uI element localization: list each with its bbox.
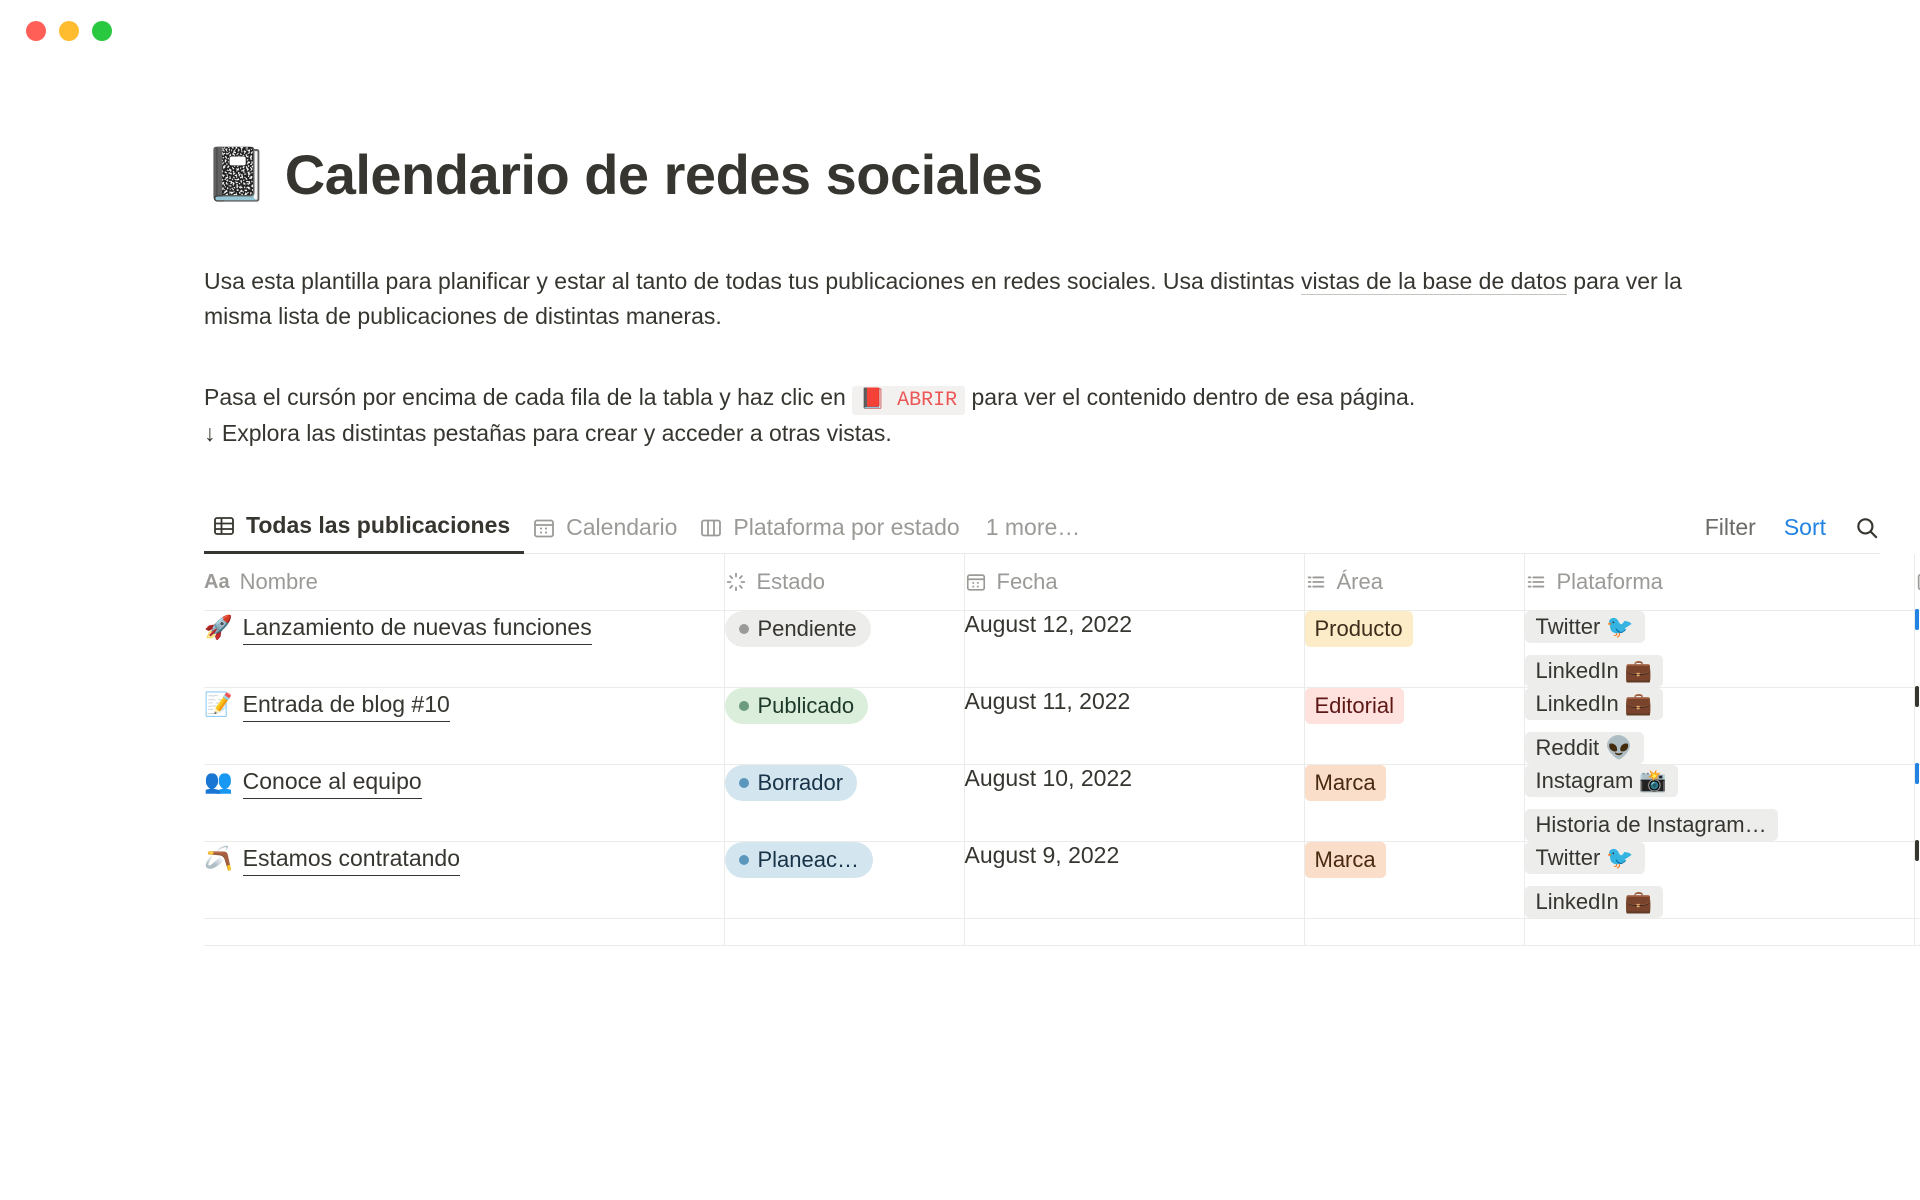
cell-nombre[interactable] [204, 765, 724, 842]
row-checkbox[interactable] [1915, 686, 1919, 707]
status-label: Borrador [757, 770, 844, 796]
cell-checkbox[interactable] [1914, 611, 1920, 688]
filter-button[interactable]: Filter [1704, 514, 1756, 541]
table-row[interactable] [204, 765, 1920, 842]
row-title-link[interactable]: Estamos contratando [243, 842, 460, 876]
date-value: August 9, 2022 [964, 842, 1120, 869]
row-title-link[interactable]: Entrada de blog #10 [243, 688, 450, 722]
table-row[interactable] [204, 688, 1920, 765]
status-icon [725, 571, 747, 593]
calendar-icon [965, 571, 987, 593]
table-row[interactable] [204, 842, 1920, 919]
cell-checkbox[interactable] [1914, 688, 1920, 765]
calendar-icon [532, 516, 556, 540]
cell-nombre[interactable] [204, 842, 724, 919]
intro-text-part2: para ver la misma lista de publicaciones de distintas maneras. [204, 267, 1682, 329]
platform-tag: LinkedIn 💼 [1525, 655, 1664, 687]
column-label: Estado [756, 569, 825, 595]
cell-plataforma[interactable] [1524, 688, 1914, 765]
cell-checkbox[interactable] [1914, 842, 1920, 919]
sort-button[interactable]: Sort [1783, 514, 1826, 541]
platform-tag: Twitter 🐦 [1525, 611, 1645, 643]
table-row[interactable] [204, 611, 1920, 688]
database-views-link[interactable]: vistas de la base de datos [1300, 267, 1567, 294]
platform-tag: Reddit 👽 [1525, 732, 1644, 764]
traffic-lights [26, 21, 112, 41]
database-view-bar [204, 499, 1880, 554]
board-icon [699, 516, 723, 540]
status-badge [725, 765, 858, 801]
column-header-checkbox[interactable] [1914, 554, 1920, 611]
platform-tag: Historia de Instagram… [1525, 809, 1778, 841]
close-window-button[interactable] [26, 21, 46, 41]
tab-label: Todas las publicaciones [246, 512, 511, 539]
search-icon[interactable] [1854, 515, 1880, 541]
table-new-row-area[interactable] [204, 919, 1920, 946]
instructions-text-part1: Pasa el cursón por encima de cada fila de la tabla y haz clic en [204, 383, 853, 410]
page-header [204, 108, 1880, 242]
page-icon-emoji[interactable]: 📓 [204, 145, 269, 204]
row-icon-emoji: 👥 [204, 768, 233, 795]
row-title-link[interactable]: Lanzamiento de nuevas funciones [243, 611, 592, 645]
date-value: August 12, 2022 [964, 611, 1133, 638]
table-body [204, 611, 1920, 946]
status-bullet [739, 624, 749, 634]
cell-area[interactable] [1304, 842, 1524, 919]
column-header-estado[interactable] [724, 554, 964, 611]
date-value: August 10, 2022 [964, 765, 1133, 792]
cell-area[interactable] [1304, 611, 1524, 688]
multiselect-icon [1305, 571, 1327, 593]
area-tag: Marca [1305, 765, 1386, 801]
table-header [204, 554, 1920, 611]
tab-todas-las-publicaciones[interactable] [204, 512, 524, 554]
cell-fecha[interactable] [964, 842, 1304, 919]
instructions-line-2: ↓ Explora las distintas pestañas para crear y acceder a otras vistas. [204, 420, 892, 447]
cell-plataforma[interactable] [1524, 765, 1914, 842]
status-label: Pendiente [757, 616, 857, 642]
text-property-icon: Aa [204, 570, 230, 593]
cell-estado[interactable] [724, 765, 964, 842]
row-icon-emoji: 🪃 [204, 845, 233, 872]
row-checkbox[interactable] [1915, 763, 1919, 784]
area-tag: Producto [1305, 611, 1413, 647]
view-actions [1705, 514, 1880, 553]
status-bullet [739, 855, 749, 865]
checkbox-icon [1915, 571, 1920, 593]
cell-nombre[interactable] [204, 688, 724, 765]
multiselect-icon [1525, 571, 1547, 593]
row-icon-emoji: 🚀 [204, 614, 233, 641]
area-tag: Editorial [1305, 688, 1404, 724]
status-badge [725, 611, 871, 647]
platform-tag: LinkedIn 💼 [1525, 688, 1664, 720]
column-label: Plataforma [1556, 569, 1663, 595]
row-icon-emoji: 📝 [204, 691, 233, 718]
status-badge [725, 688, 869, 724]
cell-estado[interactable] [724, 688, 964, 765]
platform-tag: Twitter 🐦 [1525, 842, 1645, 874]
cell-area[interactable] [1304, 688, 1524, 765]
cell-estado[interactable] [724, 842, 964, 919]
cell-checkbox[interactable] [1914, 765, 1920, 842]
status-label: Publicado [757, 693, 855, 719]
date-value: August 11, 2022 [964, 688, 1131, 715]
tab-label: Plataforma por estado [733, 514, 960, 541]
database-table [204, 554, 1920, 946]
column-header-area[interactable] [1304, 554, 1524, 611]
window-titlebar [0, 0, 1920, 62]
tab-plataforma-por-estado[interactable] [691, 514, 973, 553]
column-label: Fecha [996, 569, 1058, 595]
cell-nombre[interactable] [204, 611, 724, 688]
status-bullet [739, 778, 749, 788]
row-title-link[interactable]: Conoce al equipo [243, 765, 422, 799]
page-title[interactable]: Calendario de redes sociales [284, 142, 1043, 206]
cell-plataforma[interactable] [1524, 842, 1914, 919]
cell-fecha[interactable] [964, 688, 1304, 765]
status-label: Planeac… [757, 847, 860, 873]
intro-text-part1: Usa esta plantilla para planificar y estar al tanto de todas tus publicaciones en redes sociales. Usa distintas [204, 267, 1301, 294]
abrir-code-chip: 📕 ABRIR [852, 386, 965, 415]
table-icon [212, 514, 236, 538]
status-bullet [739, 701, 749, 711]
tab-calendario[interactable] [524, 514, 691, 553]
instructions-text-part2: para ver el contenido dentro de esa página. [965, 383, 1416, 410]
page-content [0, 108, 1920, 946]
area-tag: Marca [1305, 842, 1386, 878]
platform-tag: Instagram 📸 [1525, 765, 1678, 797]
cell-fecha[interactable] [964, 611, 1304, 688]
more-views-button[interactable]: 1 more… [985, 514, 1081, 541]
cell-plataforma[interactable] [1524, 611, 1914, 688]
zoom-window-button[interactable] [92, 21, 112, 41]
column-header-plataforma[interactable] [1524, 554, 1914, 611]
row-checkbox[interactable] [1915, 840, 1919, 861]
status-badge [725, 842, 874, 878]
instructions-paragraph [204, 380, 1764, 451]
tab-label: Calendario [566, 514, 678, 541]
column-label: Área [1336, 569, 1383, 595]
cell-fecha[interactable] [964, 765, 1304, 842]
column-header-nombre[interactable] [204, 554, 724, 611]
cell-estado[interactable] [724, 611, 964, 688]
column-label: Nombre [239, 569, 318, 595]
platform-tag: LinkedIn 💼 [1525, 886, 1664, 918]
minimize-window-button[interactable] [59, 21, 79, 41]
row-checkbox[interactable] [1915, 609, 1919, 630]
cell-area[interactable] [1304, 765, 1524, 842]
column-header-fecha[interactable] [964, 554, 1304, 611]
intro-paragraph [204, 264, 1714, 334]
